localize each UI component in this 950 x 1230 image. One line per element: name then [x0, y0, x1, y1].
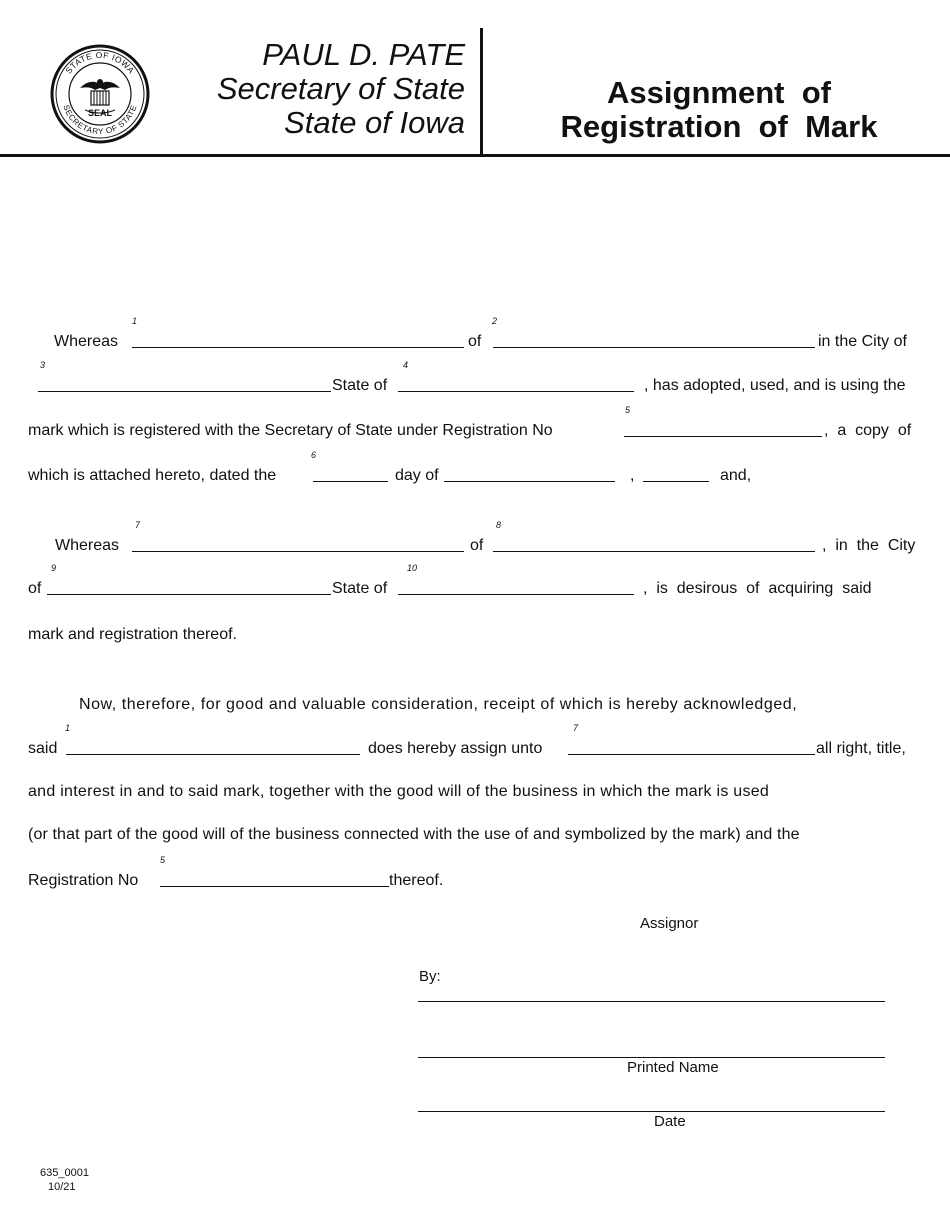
good-will-text: (or that part of the good will of the business connected with the use of and symbolized by the mark) and the — [28, 826, 800, 843]
footnote-9: 9 — [51, 563, 57, 573]
date-month-field[interactable] — [444, 481, 615, 482]
registration-no-label: Registration No — [28, 872, 139, 889]
para3-line2 — [0, 723, 950, 761]
assignee-state-field[interactable] — [398, 594, 634, 595]
has-adopted-text: , has adopted, used, and is using the — [644, 377, 906, 394]
said-label: said — [28, 740, 58, 757]
whereas-label: Whereas — [54, 333, 119, 350]
date-label: Date — [654, 1113, 686, 1130]
assign-unto-text: does hereby assign unto — [368, 740, 543, 757]
footnote-2: 2 — [492, 316, 498, 326]
date-line[interactable] — [418, 1111, 885, 1112]
para1-line1 — [0, 316, 950, 354]
footnote-8: 8 — [496, 520, 502, 530]
assignor-city-field[interactable] — [38, 391, 331, 392]
official-name: PAUL D. PATE — [262, 37, 465, 72]
date-year-field[interactable] — [643, 481, 709, 482]
para2-line1 — [0, 520, 950, 558]
day-of-label: day of — [395, 467, 439, 484]
form-revision: 10/21 — [48, 1181, 76, 1193]
assignee-name-field-2[interactable] — [568, 754, 815, 755]
official-title: Secretary of State — [216, 71, 465, 106]
attached-text: which is attached hereto, dated the — [28, 467, 277, 484]
all-right-text: all right, title, — [816, 740, 906, 757]
assignee-address-field[interactable] — [493, 551, 815, 552]
footnote-4: 4 — [403, 360, 409, 370]
date-comma: , — [630, 467, 635, 484]
form-title — [540, 76, 898, 144]
assignee-name-field[interactable] — [132, 551, 464, 552]
of-label: of — [468, 333, 482, 350]
footnote-5: 5 — [625, 405, 631, 415]
para1-line3 — [0, 405, 950, 443]
and-label: and, — [720, 467, 752, 484]
footnote-1: 1 — [132, 316, 138, 326]
para3-line5 — [0, 855, 950, 893]
form-title-line2: Registration of Mark — [560, 109, 878, 144]
para3-line4 — [0, 823, 950, 847]
registration-number-field-2[interactable] — [160, 886, 389, 887]
form-title-line1: Assignment of — [607, 75, 831, 110]
footnote-7: 7 — [135, 520, 141, 530]
header-divider-horizontal — [0, 154, 950, 157]
desirous-text: , is desirous of acquiring said — [643, 580, 872, 597]
footnote-1-ref: 1 — [65, 723, 71, 733]
date-day-field[interactable] — [313, 481, 388, 482]
by-label: By: — [419, 968, 441, 985]
assignor-name-field-2[interactable] — [66, 754, 360, 755]
assignor-name-field[interactable] — [132, 347, 464, 348]
in-the-city-text: , in the City — [822, 537, 916, 554]
state-seal — [50, 44, 150, 144]
now-therefore-text: Now, therefore, for good and valuable consideration, receipt of which is hereby acknowledged, — [79, 696, 798, 713]
signature-line[interactable] — [418, 1001, 885, 1002]
footnote-7-ref: 7 — [573, 723, 579, 733]
assignor-state-field[interactable] — [398, 391, 634, 392]
seal-text-top: STATE OF IOWA — [63, 49, 137, 76]
footnote-3: 3 — [40, 360, 46, 370]
assignor-address-field[interactable] — [493, 347, 815, 348]
assignor-label: Assignor — [640, 915, 699, 932]
mark-registration-text: mark and registration thereof. — [28, 626, 237, 643]
registration-number-field[interactable] — [624, 436, 822, 437]
para1-line2 — [0, 360, 950, 398]
registration-text: mark which is registered with the Secretary of State under Registration No — [28, 422, 553, 439]
interest-text: and interest in and to said mark, together with the good will of the business in which the mark is used — [28, 783, 770, 800]
footnote-6: 6 — [311, 450, 317, 460]
state-of-label-2: State of — [332, 580, 388, 597]
of-label-3: of — [28, 580, 42, 597]
assignee-city-field[interactable] — [47, 594, 331, 595]
state-of-label: State of — [332, 377, 388, 394]
para1-line4 — [0, 450, 950, 488]
footnote-10: 10 — [407, 563, 418, 573]
header-divider-vertical — [480, 28, 483, 156]
seal-center-text: SEAL — [87, 108, 113, 118]
para3-line1 — [0, 693, 950, 717]
para2-line2 — [0, 563, 950, 601]
official-block — [170, 38, 465, 140]
para2-line3 — [0, 623, 950, 647]
whereas-label-2: Whereas — [55, 537, 120, 554]
printed-name-label: Printed Name — [627, 1059, 719, 1076]
of-label-2: of — [470, 537, 484, 554]
para3-line3 — [0, 780, 950, 804]
copy-of-text: , a copy of — [824, 422, 912, 439]
city-of-label: in the City of — [818, 333, 907, 350]
state-name: State of Iowa — [284, 105, 465, 140]
footnote-5-ref: 5 — [160, 855, 166, 865]
thereof-text: thereof. — [389, 872, 444, 889]
seal-text-bottom: SECRETARY OF STATE — [61, 103, 139, 137]
form-code: 635_0001 — [40, 1167, 89, 1179]
